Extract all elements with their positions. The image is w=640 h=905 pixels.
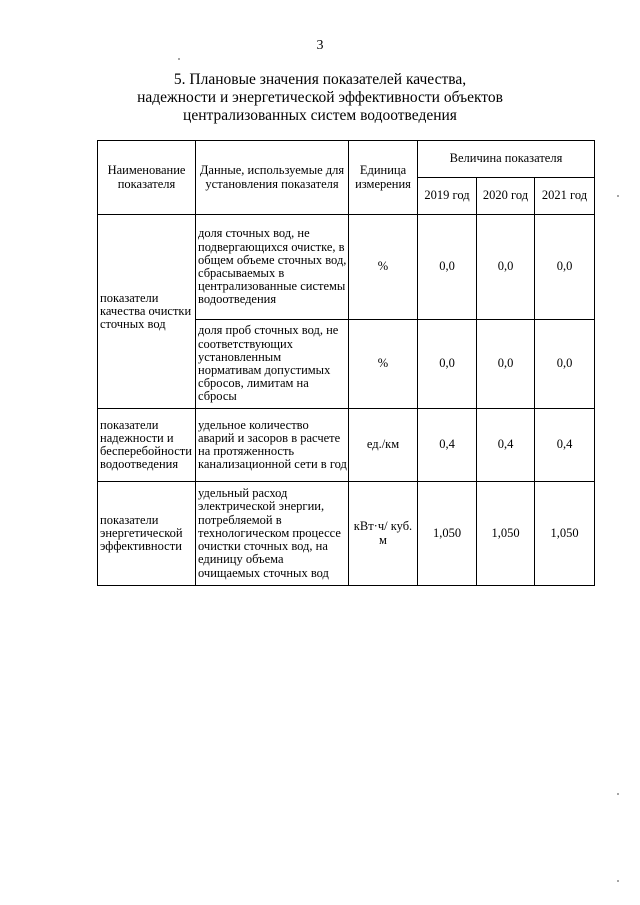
indicators-table (97, 140, 595, 586)
value-cell: 1,050 (418, 482, 477, 586)
unit-cell: % (349, 215, 418, 320)
indicator-group-name: показатели качества очистки сточных вод (98, 215, 196, 409)
data-cell: удельное количество аварий и засоров в расчете на протяженность канализационной сети в год (196, 409, 349, 482)
title-line: 5. Плановые значения показателей качества, (173, 71, 467, 88)
scan-speck (617, 880, 619, 882)
data-cell: удельный расход электрической энергии, потребляемой в технологическом процессе очистки сточных вод, на единицу объема очищаемых сточных вод (196, 482, 349, 586)
document-title (0, 71, 640, 125)
scan-speck (617, 793, 619, 795)
indicator-group-name: показатели надежности и бесперебойности водоотведения (98, 409, 196, 482)
value-cell: 0,0 (418, 215, 477, 320)
value-cell: 0,0 (477, 320, 535, 409)
table-row (98, 482, 595, 586)
table-row (98, 215, 595, 320)
header-row (98, 141, 595, 178)
scan-speck (178, 58, 180, 60)
value-cell: 0,4 (418, 409, 477, 482)
header-year: 2020 год (477, 178, 535, 215)
value-cell: 0,0 (535, 215, 595, 320)
header-year: 2019 год (418, 178, 477, 215)
indicator-group-name: показатели энергетической эффективности (98, 482, 196, 586)
scan-speck (617, 195, 619, 197)
header-unit: Единица измерения (349, 141, 418, 215)
header-year: 2021 год (535, 178, 595, 215)
value-cell: 0,0 (477, 215, 535, 320)
data-cell: доля сточных вод, не подвергающихся очистке, в общем объеме сточных вод, сбрасываемых в централизованные системы водоотведения (196, 215, 349, 320)
unit-cell: % (349, 320, 418, 409)
header-value: Величина показателя (418, 141, 595, 178)
header-data: Данные, используемые для установления показателя (196, 141, 349, 215)
value-cell: 0,4 (535, 409, 595, 482)
data-cell: доля проб сточных вод, не соответствующих установленным нормативам допустимых сбросов, лимитам на сбросы (196, 320, 349, 409)
value-cell: 0,4 (477, 409, 535, 482)
header-name: Наименование показателя (98, 141, 196, 215)
table-row (98, 409, 595, 482)
value-cell: 1,050 (477, 482, 535, 586)
title-line: надежности и энергетической эффективности объектов (137, 89, 503, 106)
value-cell: 0,0 (535, 320, 595, 409)
unit-cell: кВт·ч/ куб. м (349, 482, 418, 586)
page-number: 3 (316, 38, 324, 53)
title-line: централизованных систем водоотведения (183, 107, 457, 124)
value-cell: 1,050 (535, 482, 595, 586)
unit-cell: ед./км (349, 409, 418, 482)
value-cell: 0,0 (418, 320, 477, 409)
